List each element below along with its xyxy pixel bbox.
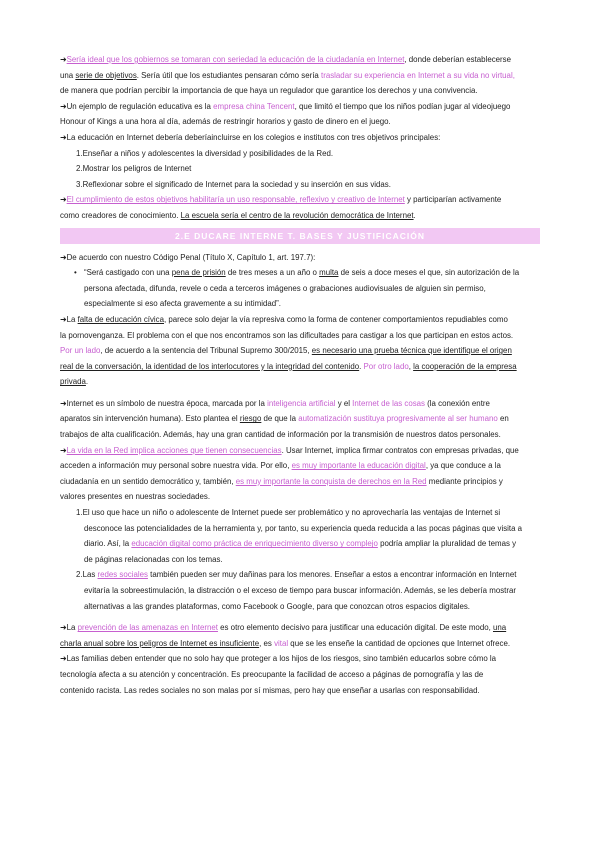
list-item: 2.Las redes sociales también pueden ser muy dañinas para los menores. Enseñar a estos a encontrar información en Internet [76,570,517,580]
paragraph-internet-symbol: ➜Internet es un símbolo de nuestra época, marcada por la inteligencia artificial y el Internet de las cosas (la conexión entre aparatos sin intervención humana). Esto plantea el riesgo de que la automatización sustituya progresivamente al ser humano en trabajos de alta cualificación. Además, hay una gran cantidad de información por la transmisión de nuestros datos personales. ➜La vida en la Red implica acciones que tienen consecuencias. Usar Internet, implica firmar contratos con empresas privadas, que acceden a información muy personal sobre nuestra vida. Por ello, es muy importante la educación digital, ya que conduce a la ciudadanía en un sentido democrático y, también, es muy importante la conquista de derechos en la Red mediante principios y valores presentes en nuestras sociedades. [60,398,519,502]
arrow-icon: ➜ [60,195,67,205]
document-page [60,52,540,698]
paragraph-codigo-penal: ➜De acuerdo con nuestro Código Penal (Título X, Capítulo 1, art. 197.7): • “Será castigado con una pena de prisión de tres meses a un año o multa de seis a doce meses el que, sin autorización de la persona afectada, difunda, revele o ceda a terceros imágenes o grabaciones audiovisuales de alguien sin permiso, especialmente si eso afecta gravemente a su intimidad”. [60,250,540,312]
paragraph-tencent: ➜Un ejemplo de regulación educativa es la empresa china Tencent, que limitó el tiempo que los niños podían jugar al videojuego Honour of Kings a una hora al día, además de restringir horarios y gasto de dinero en el juego. [60,101,511,127]
arrow-icon: ➜ [60,55,67,64]
list-item: 1.El uso que hace un niño o adolescente de Internet puede ser problemático y no aprovecharía las ventajas de Internet si [76,508,501,518]
paragraph-civic-education: ➜La falta de educación cívica, parece solo dejar la vía represiva como la forma de contener comportamientos repudiables como la pornovenganza. El problema con el que nos encontramos son las dificultades para castigar a los que participan en estos actos. Por un lado, de acuerdo a la sentencia del Tribunal Supremo 300/2015, es necesario una prueba técnica que identifique el origen real de la conversación, la identidad de los interlocutores y la integridad del contenido. Por otro lado, la cooperación de la empresa privada. [60,314,517,387]
list-item: 3.Reflexionar sobre el significado de Internet para la sociedad y su inserción en sus vidas. [76,179,391,189]
paragraph-fulfilment: ➜El cumplimiento de estos objetivos habilitaría un uso responsable, reflexivo y creativo de Internet y participarían activamente como creadores de conocimiento. La escuela sería el centro de la revolución democrática de Internet. [60,195,502,220]
list-item: • “Será castigado con una pena de prisión de tres meses a un año o multa de seis a doce meses el que, sin autorización de la [74,265,540,281]
numbered-list: 1.El uso que hace un niño o adolescente de Internet puede ser problemático y no aprovecharía las ventajas de Internet si desconoce las potencialidades de la herramienta y, por tanto, su experiencia queda reducida a las pocas páginas que visita a diario. Así, la educación digital como práctica de enriquecimiento diverso y complejo podría ampliar la pluralidad de temas y de páginas relacionadas con los temas. 2.Las redes sociales también pueden ser muy dañinas para los menores. Enseñar a estos a encontrar información en Internet evitaría la sobreestimulación, la distracción o el exceso de tiempo para buscar información. Además, se les debería mostrar alternativas a las grandes plataformas, como Facebook o Google, para que conozcan otros espacios digitales. [60,505,540,614]
paragraph-prevention: ➜La prevención de las amenazas en Internet es otro elemento decisivo para justificar una educación digital. De este modo, una charla anual sobre los peligros de Internet es insuficiente, es vital que se les enseñe la cantidad de opciones que Internet ofrece. ➜Las familias deben entender que no solo hay que proteger a los hijos de los riesgos, sino también educarlos sobre cómo la tecnología afecta a su atención y concentración. Es preocupante la facilidad de acceso a páginas de pornografía y las de contenido racista. Las redes sociales no son malas por sí mismas, pero hay que enseñar a usarlas con responsabilidad. [60,623,511,695]
paragraph-goals-government: ➜Sería ideal que los gobiernos se tomaran con seriedad la educación de la ciudadanía en Internet, donde deberían establecerse una serie de objetivos. Sería útil que los estudiantes pensaran cómo sería trasladar su experiencia en Internet a su vida no virtual, de manera que podrían percibir la importancia de que haya un regulador que garantice los derechos y una convivencia. [60,55,515,96]
list-item: 1.Enseñar a niños y adolescentes la diversidad y posibilidades de la Red. [76,148,334,158]
arrow-icon: ➜ [60,445,67,455]
section-heading: 2.E DUCARE INTERNE T. BASES Y JUSTIFICACIÓN [60,228,540,244]
highlight-link: Sería ideal que los gobiernos se tomaran con seriedad la educación de la ciudadanía en Internet [66,55,405,64]
list-item: 2.Mostrar los peligros de Internet [76,164,192,174]
paragraph-three-objectives: ➜La educación en Internet debería deberíaincluirse en los colegios e institutos con tres objetivos principales: 1.Enseñar a niños y adolescentes la diversidad y posibilidades de la Red. 2.Mostrar los peligros de Internet 3.Reflexionar sobre el significado de Internet para la sociedad y su inserción en sus vidas. [60,130,540,192]
